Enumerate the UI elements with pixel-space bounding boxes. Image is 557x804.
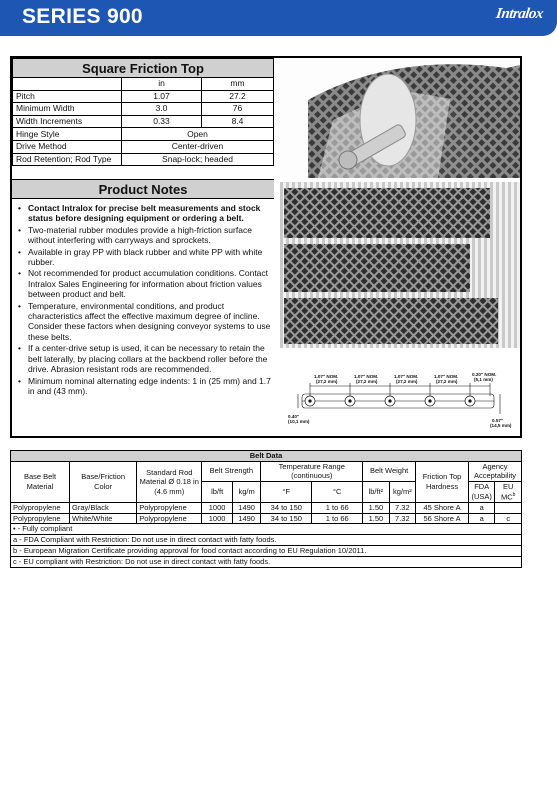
col-header: Agency Acceptability	[468, 461, 521, 481]
col-header: Base Belt Material	[11, 461, 70, 503]
col-subheader: °C	[312, 481, 363, 503]
table-cell: a	[468, 503, 494, 514]
dim-label: (27,2 mm)	[396, 379, 418, 384]
note-item: • Temperature, environmental conditions, and product characteristics affect the effective maximum degree of incline. Consider these factors when designing conveyor systems to use these belts.	[16, 301, 272, 343]
spec-in: 0.33	[122, 115, 202, 128]
belt-sprocket-photo	[278, 60, 520, 178]
dim-label: 0.40"	[288, 414, 300, 419]
note-item: • Not recommended for product accumulation conditions. Contact Intralox Sales Engineering for information about friction values between product and belt.	[16, 268, 272, 299]
col-subheader: lb/ft²	[363, 481, 389, 503]
unit-in: in	[122, 78, 202, 91]
col-subheader: °F	[261, 481, 312, 503]
unit-mm: mm	[202, 78, 274, 91]
col-header: Base/Friction Color	[70, 461, 137, 503]
dim-label: 1.07" NOM.	[434, 374, 459, 379]
spec-label: Pitch	[13, 90, 122, 103]
spec-value: Snap-lock; headed	[122, 153, 274, 166]
col-header: Standard Rod Material Ø 0.18 in (4.6 mm)	[137, 461, 202, 503]
spec-title: Square Friction Top	[13, 59, 274, 78]
table-cell: Polypropylene	[11, 503, 70, 514]
table-cell: 56 Shore A	[416, 513, 469, 524]
dim-label: (27,2 mm)	[316, 379, 338, 384]
table-cell: 7.32	[389, 503, 415, 514]
col-header: Temperature Range (continuous)	[261, 461, 363, 481]
col-subheader: FDA (USA)	[468, 481, 494, 503]
note-item: • Minimum nominal alternating edge indents: 1 in (25 mm) and 1.7 in and (43 mm).	[16, 376, 272, 397]
dim-label: 0.20" NOM.	[472, 372, 497, 377]
note-item: • Available in gray PP with black rubber and white PP with white rubber.	[16, 247, 272, 268]
series-title: SERIES 900	[22, 5, 143, 28]
belt-top-view-and-drawing	[280, 182, 520, 436]
series-header	[0, 0, 557, 36]
col-subheader: lb/ft	[202, 481, 233, 503]
spec-in: 1.07	[122, 90, 202, 103]
note-item: • Contact Intralox for precise belt measurements and stock status before designing equipment or ordering a belt.	[16, 203, 272, 224]
table-cell: 34 to 150	[261, 513, 312, 524]
table-cell: 45 Shore A	[416, 503, 469, 514]
table-cell: c	[495, 513, 522, 524]
product-notes-list	[16, 203, 272, 397]
intralox-logo: Intralox	[495, 6, 545, 22]
dim-label: 1.07" NOM.	[394, 374, 419, 379]
dim-label: 1.07" NOM.	[314, 374, 339, 379]
table-cell: 7.32	[389, 513, 415, 524]
spec-label: Width Increments	[13, 115, 122, 128]
dim-label: (10,1 mm)	[288, 419, 310, 424]
table-cell: Polypropylene	[137, 503, 202, 514]
belt-data-title: Belt Data	[11, 451, 522, 462]
dim-label: (14,5 mm)	[490, 423, 512, 428]
spec-mm: 27.2	[202, 90, 274, 103]
dim-label: (27,2 mm)	[356, 379, 378, 384]
col-header: Belt Weight	[363, 461, 416, 481]
footnote: • - Fully compliant	[11, 524, 522, 535]
table-cell	[495, 503, 522, 514]
table-cell: 1490	[232, 513, 261, 524]
table-cell: Polypropylene	[11, 513, 70, 524]
spec-table	[12, 58, 274, 166]
footnote: b - European Migration Certificate providing approval for food contact according to EU Regulation 10/2011.	[11, 546, 522, 557]
note-item: • Two-material rubber modules provide a high-friction surface without interfering with carryways and sprockets.	[16, 225, 272, 246]
footnote: c - EU compliant with Restriction: Do not use in direct contact with fatty foods.	[11, 557, 522, 568]
dim-label: 0.57"	[492, 418, 504, 423]
col-header: Friction Top Hardness	[416, 461, 469, 503]
table-cell: 1490	[232, 503, 261, 514]
table-cell: 1.50	[363, 513, 389, 524]
col-subheader: EU $MC^b$	[495, 481, 522, 503]
table-cell: White/White	[70, 513, 137, 524]
dim-label: 1.07" NOM.	[354, 374, 379, 379]
product-frame	[10, 56, 522, 438]
table-cell: 1000	[202, 513, 233, 524]
table-cell: 1000	[202, 503, 233, 514]
belt-data-table	[10, 450, 522, 568]
spec-label: Rod Retention; Rod Type	[13, 153, 122, 166]
col-subheader: kg/m	[232, 481, 261, 503]
table-cell: Gray/Black	[70, 503, 137, 514]
table-cell: 1 to 66	[312, 513, 363, 524]
spec-blank	[13, 78, 122, 91]
table-cell: 1 to 66	[312, 503, 363, 514]
spec-mm: 76	[202, 103, 274, 116]
col-header: Belt Strength	[202, 461, 261, 481]
spec-value: Center-driven	[122, 140, 274, 153]
table-cell: Polypropylene	[137, 513, 202, 524]
dim-label: (5,1 mm)	[474, 377, 493, 382]
footnote: a - FDA Compliant with Restriction: Do not use in direct contact with fatty foods.	[11, 535, 522, 546]
table-cell: 34 to 150	[261, 503, 312, 514]
col-subheader: kg/m²	[389, 481, 415, 503]
dim-label: (27,2 mm)	[436, 379, 458, 384]
table-cell: 1.50	[363, 503, 389, 514]
spec-in: 3.0	[122, 103, 202, 116]
spec-label: Hinge Style	[13, 128, 122, 141]
product-notes-title: Product Notes	[12, 179, 274, 199]
spec-value: Open	[122, 128, 274, 141]
spec-label: Drive Method	[13, 140, 122, 153]
spec-label: Minimum Width	[13, 103, 122, 116]
spec-mm: 8.4	[202, 115, 274, 128]
note-item: • If a center-drive setup is used, it can be necessary to retain the belt laterally, by placing collars at the backbend roller before the drive. Abrasion resistant rods are recommended.	[16, 343, 272, 374]
table-cell: a	[468, 513, 494, 524]
eu-label: EU MC	[500, 481, 514, 502]
